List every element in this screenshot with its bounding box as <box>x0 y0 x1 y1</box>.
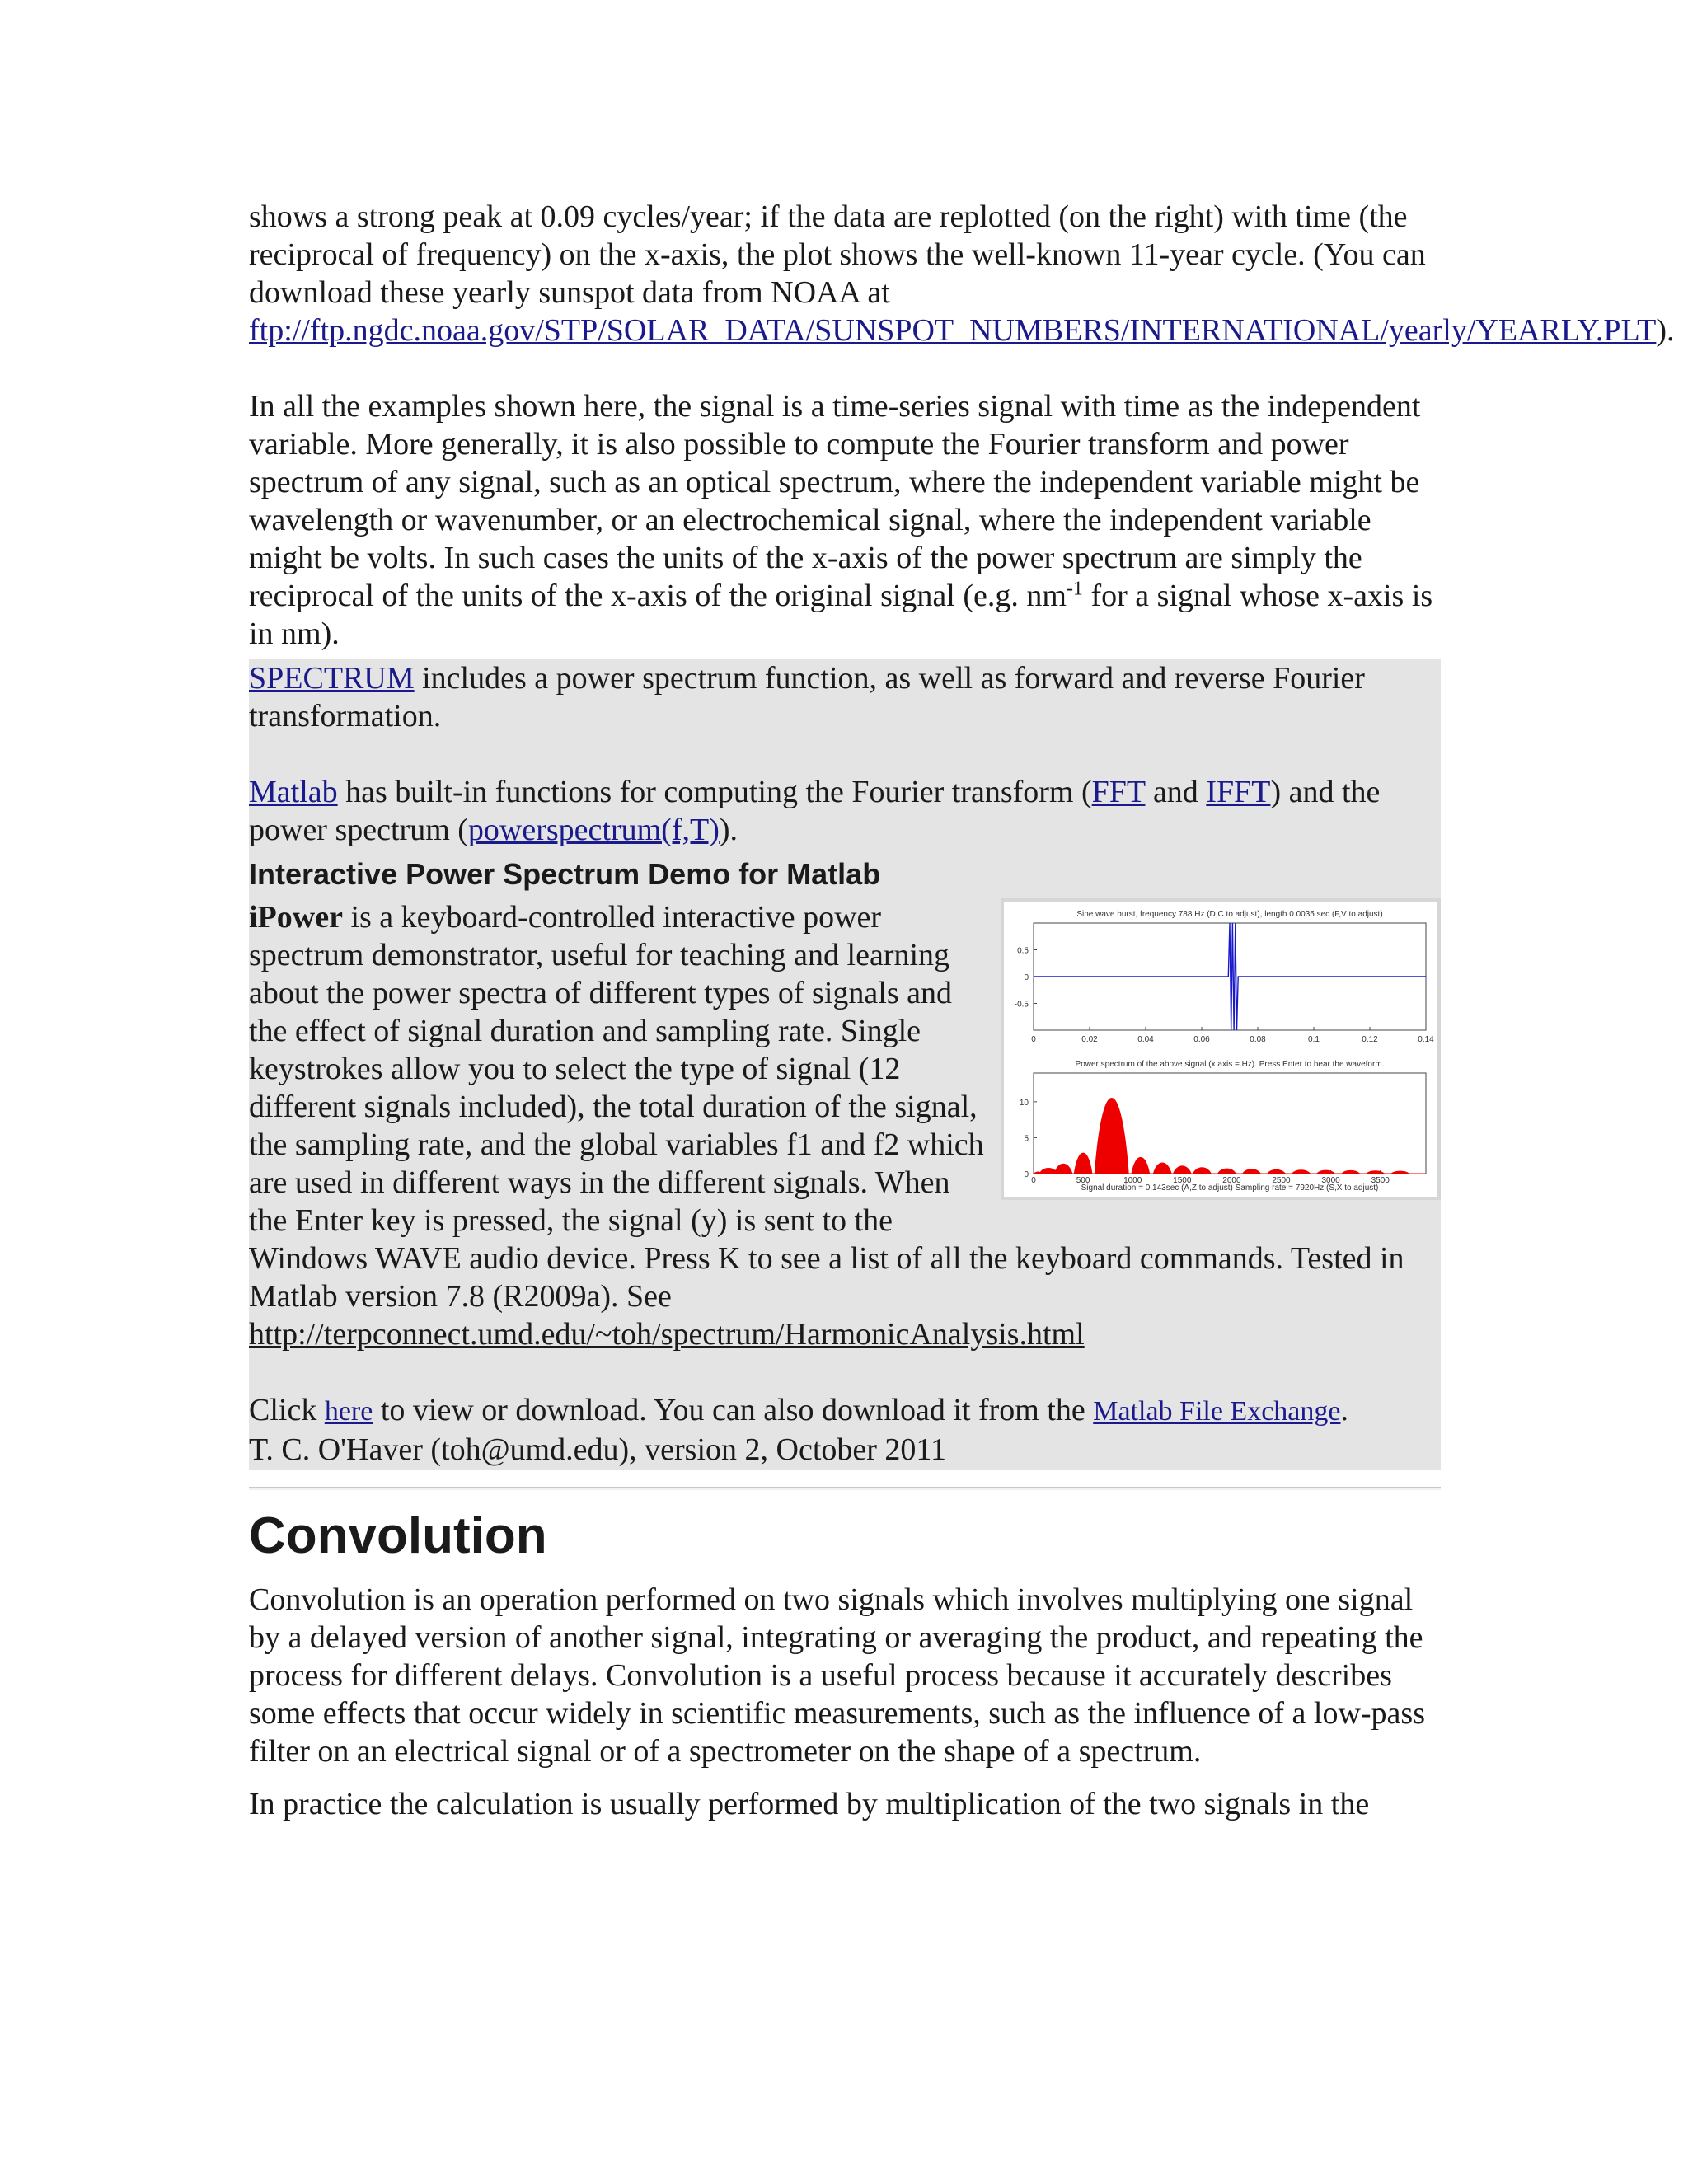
matlab-text-3: ). <box>719 813 738 847</box>
noaa-ftp-link[interactable]: ftp://ftp.ngdc.noaa.gov/STP/SOLAR_DATA/SUNSPOT_NUMBERS/INTERNATIONAL/yearly/YEARLY.PLT <box>249 313 1657 348</box>
author-line: T. C. O'Haver (toh@umd.edu), version 2, October 2011 <box>249 1432 946 1467</box>
convolution-paragraph-1: Convolution is an operation performed on two signals which involves multiplying one signal by a delayed version of another signal, integrating or averaging the product, and repeating the process for different delays. Convolution is a useful process because it accurately describes some effects that occur widely in scientific measurements, such as the influence of a low-pass filter on an electrical signal or of a spectrometer on the shape of a spectrum. <box>249 1582 1425 1769</box>
top-x-tick-label: 0.06 <box>1193 1035 1210 1044</box>
bottom-plot-frame <box>1034 1073 1426 1174</box>
bottom-plot-xlabel: Signal duration = 0.143sec (A,Z to adjust) Sampling rate = 7920Hz (S,X to adjust) <box>1081 1183 1379 1193</box>
bottom-y-tick-label: 10 <box>1019 1098 1029 1108</box>
sunspot-paragraph <box>249 198 1675 349</box>
fft-link[interactable]: FFT <box>1091 775 1146 809</box>
ipower-plots-svg <box>1004 902 1437 1197</box>
powerspectrum-link[interactable]: powerspectrum(f,T) <box>467 813 720 847</box>
top-y-tick-label: 0.5 <box>1017 946 1029 956</box>
matlab-text: has built-in functions for computing the Fourier transform ( <box>337 775 1092 809</box>
superscript: -1 <box>1066 578 1083 600</box>
convolution-heading: Convolution <box>249 1507 547 1564</box>
matlab-text-2: ) and the power spectrum ( <box>249 775 1381 847</box>
file-exchange-link[interactable]: Matlab File Exchange <box>1093 1396 1341 1427</box>
ipower-figure <box>1001 898 1441 1200</box>
demo-heading: Interactive Power Spectrum Demo for Matlab <box>249 857 881 891</box>
top-x-tick-label: 0.14 <box>1418 1035 1434 1044</box>
click-text: Click <box>249 1393 325 1427</box>
ifft-link[interactable]: IFFT <box>1206 775 1271 809</box>
bottom-y-tick-label: 5 <box>1024 1134 1029 1144</box>
top-x-tick-label: 0.02 <box>1081 1035 1098 1044</box>
top-x-tick-label: 0.1 <box>1308 1035 1320 1044</box>
top-plot-title: Sine wave burst, frequency 788 Hz (D,C to adjust), length 0.0035 sec (F,V to adjust) <box>1076 910 1383 919</box>
bottom-y-tick-label: 0 <box>1024 1170 1029 1179</box>
ipower-name: iPower <box>249 900 343 935</box>
sunspot-text-end: ). <box>1656 313 1675 348</box>
top-x-tick-label: 0.12 <box>1362 1035 1378 1044</box>
document-page <box>249 198 1675 1823</box>
matlab-paragraph <box>249 773 1441 849</box>
bottom-x-tick-label: 0 <box>1031 1176 1036 1185</box>
ipower-text: is a keyboard-controlled interactive power spectrum demonstrator, useful for teaching and learning about the power spectra of different types of signals and the effect of signal duration and sampling rate. Single keystrokes allow you to select the type of signal (12 different signals included), the total duration of the signal, the sampling rate, and the global variables f1 and f2 which are used in different ways in the different signals. When the Enter key is pressed, the signal (y) is sent to the Windows WAVE audio device. Press K to see a list of all the keyboard commands. Tested in Matlab version 7.8 (R2009a). See <box>249 900 1404 1314</box>
independent-variable-text-end: for a signal whose x-axis is in nm). <box>249 579 1433 651</box>
bottom-x-tick-label: 2500 <box>1272 1176 1291 1185</box>
top-y-tick-label: -0.5 <box>1014 1000 1029 1010</box>
harmonic-analysis-link[interactable]: http://terpconnect.umd.edu/~toh/spectrum/HarmonicAnalysis.html <box>249 1317 1085 1352</box>
horizontal-rule <box>249 1487 1441 1490</box>
gray-section <box>249 659 1441 1470</box>
here-link[interactable]: here <box>324 1396 373 1427</box>
bottom-x-tick-label: 3000 <box>1321 1176 1340 1185</box>
convolution-paragraph-2: In practice the calculation is usually performed by multiplication of the two signals in the <box>249 1787 1370 1821</box>
download-text-end: . <box>1340 1393 1348 1427</box>
download-paragraph <box>249 1391 1441 1469</box>
top-x-tick-label: 0.08 <box>1250 1035 1266 1044</box>
matlab-and-text: and <box>1145 775 1207 809</box>
matlab-link[interactable]: Matlab <box>249 775 338 809</box>
spectrum-text: includes a power spectrum function, as well as forward and reverse Fourier transformation. <box>249 661 1365 733</box>
bottom-x-tick-label: 1000 <box>1123 1176 1142 1185</box>
top-x-tick-label: 0.04 <box>1137 1035 1154 1044</box>
top-y-tick-label: 0 <box>1024 973 1029 982</box>
bottom-plot-title: Power spectrum of the above signal (x axis = Hz). Press Enter to hear the waveform. <box>1075 1060 1385 1069</box>
independent-variable-paragraph <box>249 387 1441 653</box>
bottom-x-tick-label: 500 <box>1076 1176 1090 1185</box>
bottom-x-tick-label: 2000 <box>1222 1176 1241 1185</box>
sunspot-text: shows a strong peak at 0.09 cycles/year; if the data are replotted (on the right) with time (the reciprocal of frequency) on the x-axis, the plot shows the well-known 11-year cycle. (You can download these yearly sunspot data from NOAA at <box>249 199 1426 310</box>
spectrum-paragraph <box>249 659 1441 735</box>
bottom-x-tick-label: 1500 <box>1173 1176 1192 1185</box>
download-text: to view or download. You can also download it from the <box>373 1393 1094 1427</box>
top-x-tick-label: 0 <box>1031 1035 1036 1044</box>
bottom-x-tick-label: 3500 <box>1371 1176 1390 1185</box>
spectrum-link[interactable]: SPECTRUM <box>249 661 415 696</box>
independent-variable-text: In all the examples shown here, the signal is a time-series signal with time as the independent variable. More generally, it is also possible to compute the Fourier transform and power spectrum of any signal, such as an optical spectrum, where the independent variable might be wavelength or wavenumber, or an electrochemical signal, where the independent variable might be volts. In such cases the units of the x-axis of the power spectrum are simply the reciprocal of the units of the x-axis of the original signal (e.g. nm <box>249 389 1421 613</box>
